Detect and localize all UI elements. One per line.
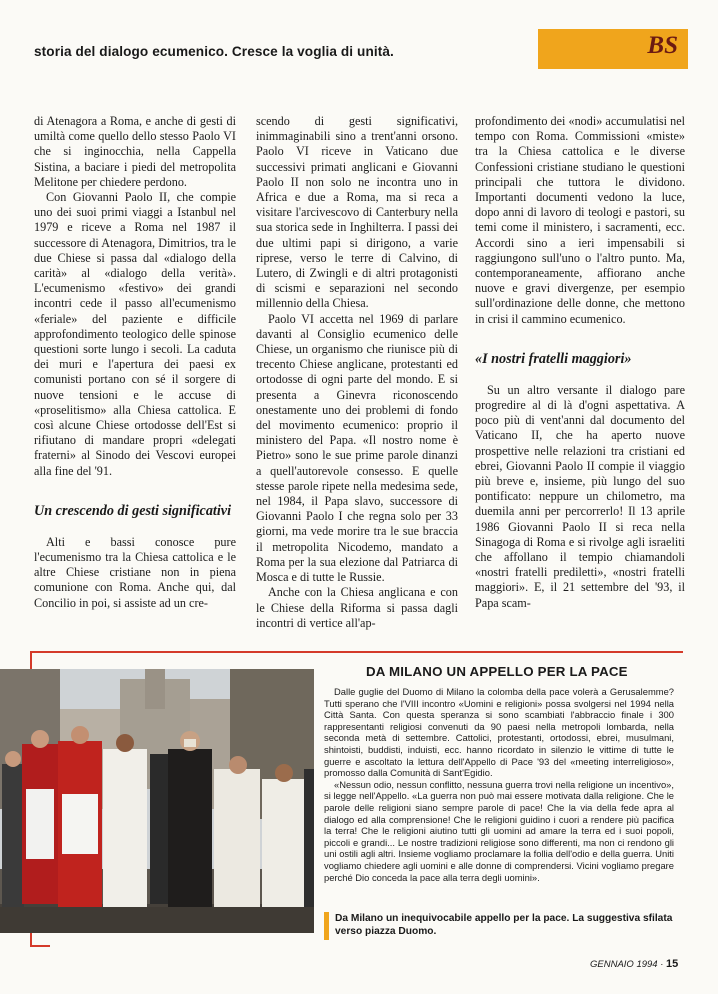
footer-separator: ·	[657, 959, 667, 970]
box-title: DA MILANO UN APPELLO PER LA PACE	[366, 664, 628, 679]
article-column-3	[475, 114, 685, 611]
paragraph: Anche con la Chiesa anglicana e con le Chiese della Riforma si passa dagli incontri di vertice all'ap-	[256, 585, 458, 630]
page-footer	[590, 958, 678, 970]
badge-label: BS	[647, 32, 678, 59]
procession-photo	[0, 669, 314, 933]
paragraph: Paolo VI accetta nel 1969 di parlare davanti al Consiglio ecumenico delle Chiese, un organismo che riunisce più di trecento Chiese anglicane, protestanti ed ortodosse di ogni parte del mondo. E si presenta a Ginevra riconoscendo onestamente uno dei problemi di fondo del movimento ecumenico: proprio il ministero del Papa. «Il nostro nome è Pietro» sono le sue prime parole dinanzi a quell'autorevole consesso. E quelle stesse parole ripete nella medesima sede, nel 1984, il Papa slavo, successore di Giovanni Paolo I che regna solo per 33 giorni, ma vede morire tra le sue braccia il metropolita Nicodemo, mandato a Roma per la sua elezione dal Patriarca di Mosca e di tutte le Russie.	[256, 311, 458, 585]
sidebar-box-frame-bottom	[30, 945, 50, 947]
article-column-1	[34, 114, 236, 611]
procession-illustration	[0, 669, 314, 933]
box-paragraph: «Nessun odio, nessun conflitto, nessuna guerra trovi nella religione un incentivo», si legge nell'Appello. «La guerra non può mai essere motivata dalla religione. Che le parole delle religioni siano sempre parole di pace! Che la via della fede apra al dialogo ed alla comprensione! Che le religioni guidino i cuori a rendere più pacifica la terra! Che le religioni aiutino tutti gli uomini ad amare la terra ed i suoi popoli, piccoli e grandi... Le nostre tradizioni religiose sono differenti, ma non ci rendono gli uni ostili agli altri. Insieme vogliamo proclamare la follia dell'odio e della guerra. Uniti vogliamo chiedere agli uomini e alle donne di comprendersi. Vicini vogliamo pregare perché Dio conceda la pace alla terra degli uomini».	[324, 778, 674, 883]
box-text	[324, 686, 674, 883]
magazine-badge	[538, 29, 688, 69]
section-heading: «I nostri fratelli maggiori»	[475, 350, 632, 367]
paragraph: Su un altro versante il dialogo pare progredire al di là d'ogni aspettativa. A poco più di vent'anni dal documento del Vaticano II, che ha aperto nuove prospettive nelle relazioni tra cristiani ed ebrei, Giovanni Paolo II compie il viaggio più breve e, insieme, più lungo del suo pontificato: neppure un chilometro, ma duemila anni per percorrerlo! Il 13 aprile 1986 Giovanni Paolo II si reca nella Sinagoga di Roma e si rivolge agli israeliti che affollano il tempio chiamandoli «nostri fratelli prediletti», «nostri fratelli maggiori». E, il 21 settembre del '93, il Papa scam-	[475, 382, 685, 610]
paragraph: Con Giovanni Paolo II, che compie uno dei suoi primi viaggi a Istanbul nel 1979 e riceve a Roma nel 1987 il successore di Atenagora, Dimitrios, tra le due Chiese si passa dal «dialogo della carità» al «dialogo della verità». L'ecumenismo «festivo» dei grandi incontri cede il passo all'ecumenismo «feriale» del paziente e difficile approfondimento teologico delle spinose questioni sorte lungo i secoli. La caduta dei muri e l'apertura dei paesi ex comunisti portano con sé il sorgere di nuove tensioni e le accuse di «proselitismo» alla Chiesa cattolica. E così alcune Chiese ortodosse dell'Est si rifiutano di mandare propri «delegati fraterni» al Sinodo dei Vescovi europei alla fine del '91.	[34, 190, 236, 478]
paragraph: scendo di gesti significativi, inimmaginabili sino a trent'anni orsono. Paolo VI riceve in Vaticano due successivi primati anglicani e Giovanni Paolo II non solo ne incontra uno in Africa e due a Roma, ma si reca a visitare l'arcivescovo di Canterbury nella sua storica sede in Inghilterra. I passi dei due ultimi papi si dirigono, a varie riprese, verso le terre di Calvino, di Lutero, di Zwingli e di altri protagonisti di scismi e separazioni nel secondo millennio della Chiesa.	[256, 114, 458, 311]
article-column-2	[256, 114, 458, 631]
issue-date: GENNAIO 1994	[590, 959, 658, 970]
section-heading: Un crescendo di gesti significativi	[34, 502, 232, 519]
paragraph: di Atenagora a Roma, e anche di gesti di umiltà come quello dello stesso Paolo VI che si inginocchia, nella Cappella Sistina, a baciare i piedi del metropolita Melitone per chiedere perdono.	[34, 114, 236, 189]
page-number: 15	[666, 958, 679, 970]
box-paragraph: Dalle guglie del Duomo di Milano la colomba della pace volerà a Gerusalemme? Tutti sperano che l'VIII incontro «Uomini e religioni» possa svolgersi nel 1994 nella Città Santa. Con questa speranza si sono scambiati l'abbraccio finale i 300 rappresentanti religiosi convenuti da 90 paesi nella metropoli lombarda, nella seconda metà di settembre. Cattolici, protestanti, ortodossi, ebrei, musulmani, shintoisti, buddisti, induisti, ecc. hanno ricordato in silenzio le vittime di tutte le guerre e ascoltato la lettura dell'Appello di Pace '93 del «meeting interreligioso», promosso dalla Comunità di Sant'Egidio.	[324, 686, 674, 779]
caption-marker	[324, 912, 329, 940]
photo-caption: Da Milano un inequivocabile appello per la pace. La suggestiva sfilata verso piazza Duomo.	[335, 913, 673, 937]
paragraph: profondimento dei «nodi» accumulatisi nel tempo con Roma. Commissioni «miste» tra la Chiesa cattolica e le diverse Confessioni cristiane studiano le questioni principali che tuttora le dividono. Importanti documenti vedono la luce, dopo anni di lavoro di teologi e pastori, su temi come il ministero, i sacramenti, ecc. Accordi sino a ieri impensabili si raggiungono sull'uno o l'altro punto. Ma, contemporaneamente, affiorano anche nuove e gravi divergenze, per esempio sull'ordinazione delle donne, che mettono in crisi il cammino ecumenico.	[475, 114, 685, 326]
paragraph: Alti e bassi conosce pure l'ecumenismo tra la Chiesa cattolica e le altre Chiese cristiane non in piena comunione con Roma. Anche qui, dal Concilio in poi, si assiste ad un cre-	[34, 534, 236, 610]
running-header: storia del dialogo ecumenico. Cresce la voglia di unità.	[34, 44, 394, 59]
